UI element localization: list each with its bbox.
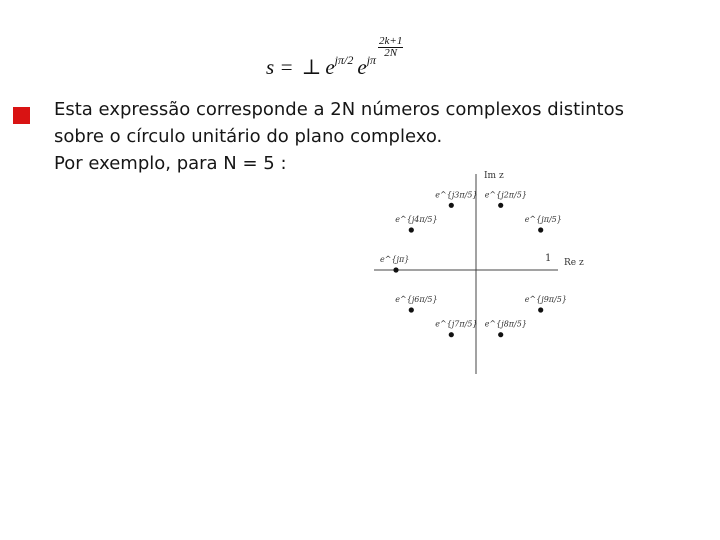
root-point bbox=[409, 227, 414, 232]
exp-base-1: e bbox=[325, 55, 335, 79]
root-point-label: e^{j6π/5} bbox=[395, 295, 438, 304]
points-layer bbox=[380, 190, 567, 337]
root-point-label: e^{j4π/5} bbox=[395, 215, 438, 224]
fraction-denominator: 2N bbox=[384, 47, 398, 59]
root-point-label: e^{j3π/5} bbox=[435, 190, 478, 200]
body-line-1: Esta expressão corresponde a 2N números complexos distintos bbox=[54, 99, 625, 120]
formula-lhs: s = bbox=[266, 55, 294, 79]
body-text bbox=[54, 96, 694, 177]
root-point bbox=[538, 227, 543, 232]
fraction bbox=[378, 36, 403, 59]
formula bbox=[266, 36, 403, 80]
exp-power-1: jπ/2 bbox=[334, 53, 354, 67]
root-point-label: e^{j8π/5} bbox=[484, 319, 527, 329]
root-point-label: e^{jπ} bbox=[380, 255, 410, 264]
root-point-label: e^{jπ/5} bbox=[524, 215, 562, 224]
exp-base-2: e bbox=[357, 55, 367, 79]
real-axis-label: Re z bbox=[564, 258, 584, 268]
root-point bbox=[449, 332, 454, 337]
exp-power-2-prefix: jπ bbox=[366, 53, 377, 67]
fraction-numerator: 2k+1 bbox=[379, 35, 403, 47]
unit-label: 1 bbox=[545, 253, 552, 264]
exp-power-2 bbox=[366, 35, 404, 67]
root-point bbox=[393, 267, 398, 272]
root-point-label: e^{j9π/5} bbox=[524, 295, 567, 304]
root-point-label: e^{j7π/5} bbox=[435, 319, 478, 329]
root-point bbox=[538, 307, 543, 312]
root-point bbox=[449, 203, 454, 208]
root-point bbox=[409, 307, 414, 312]
body-line-3: Por exemplo, para N = 5 : bbox=[54, 153, 287, 174]
root-point-label: e^{j2π/5} bbox=[484, 190, 527, 200]
root-point bbox=[498, 203, 503, 208]
root-point bbox=[498, 332, 503, 337]
perp-symbol: ⊥ bbox=[301, 55, 322, 79]
bullet-square bbox=[13, 107, 30, 124]
complex-plane-diagram bbox=[360, 168, 590, 378]
body-line-2: sobre o círculo unitário do plano complexo. bbox=[54, 126, 443, 147]
imag-axis-label: Im z bbox=[484, 171, 504, 181]
